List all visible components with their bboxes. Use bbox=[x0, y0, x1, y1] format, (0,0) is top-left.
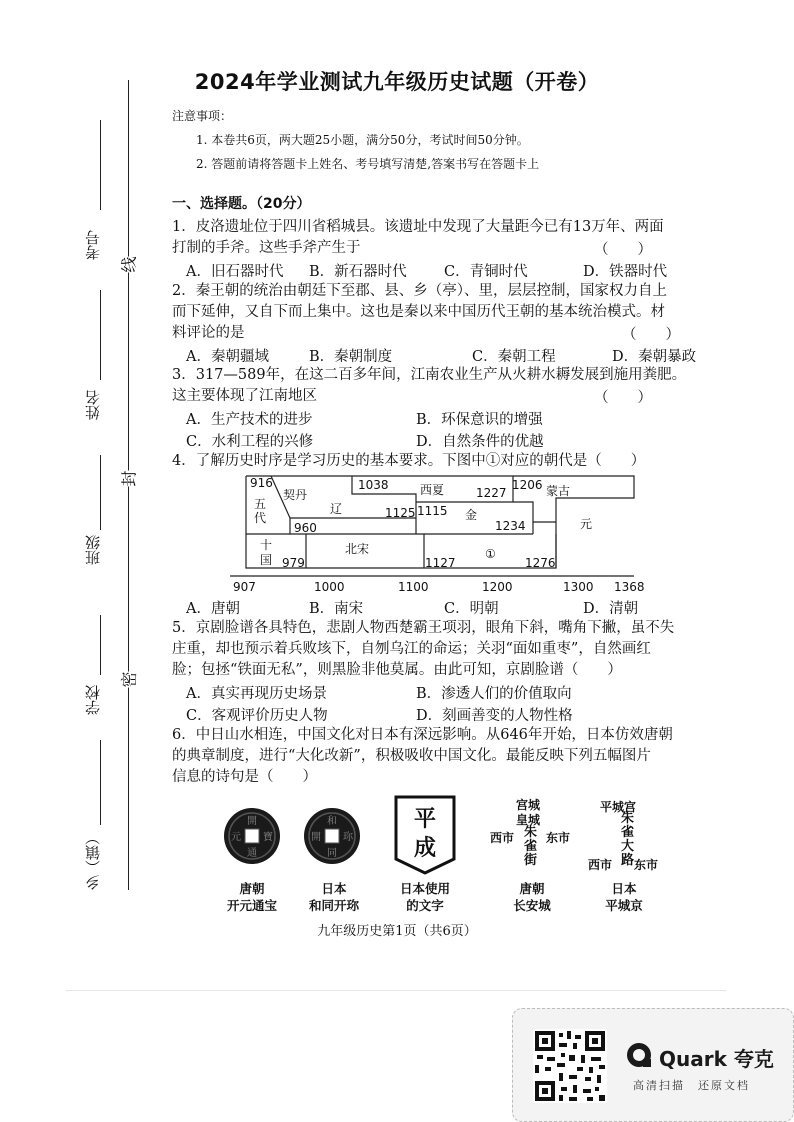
question-1-line-2: 打制的手斧。这些手斧产生于 bbox=[172, 240, 361, 256]
question-5-line-3: 脸；包拯“铁面无私”，则黑脸非他莫属。由此可知，京剧脸谱（ ） bbox=[172, 662, 622, 678]
q4-option-c: C．明朝 bbox=[444, 601, 499, 617]
tl-year-1127: 1127 bbox=[425, 556, 456, 570]
tl-year-1115: 1115 bbox=[417, 504, 448, 518]
quark-watermark-panel bbox=[512, 1008, 794, 1122]
town-label: 乡（镇） bbox=[84, 830, 102, 890]
svg-text:開: 開 bbox=[247, 816, 257, 827]
answer-paren-1: （ ） bbox=[594, 242, 652, 258]
question-3-line-2: 这主要体现了江南地区 bbox=[172, 388, 317, 404]
svg-text:寶: 寶 bbox=[263, 832, 273, 843]
q1-option-c: C．青铜时代 bbox=[444, 264, 528, 280]
class-line bbox=[100, 455, 101, 530]
page-bottom-divider bbox=[66, 990, 726, 991]
qr-code-image bbox=[533, 1029, 607, 1103]
q3-option-b: B．环保意识的增强 bbox=[416, 412, 543, 428]
q2-option-c: C．秦朝工程 bbox=[472, 349, 556, 365]
q1-option-a: A．旧石器时代 bbox=[186, 264, 284, 280]
wadokaichin-coin-image bbox=[302, 802, 362, 870]
heisei-script-card-image bbox=[394, 795, 456, 875]
notice-item-1: 1. 本卷共6页，两大题25小题，满分50分，考试时间50分钟。 bbox=[196, 133, 529, 147]
svg-text:元: 元 bbox=[231, 832, 241, 843]
tl-jin: 金 bbox=[465, 508, 478, 522]
q1-option-b: B．新石器时代 bbox=[309, 264, 407, 280]
answer-paren-2: （ ） bbox=[622, 327, 680, 343]
tl-axis-1100: 1100 bbox=[398, 580, 429, 594]
notice-heading: 注意事项： bbox=[172, 109, 233, 123]
question-5-line-1: 5．京剧脸谱各具特色，悲剧人物西楚霸王项羽，眼角下斜，嘴角下撇，虽不失 bbox=[172, 620, 675, 636]
heijokyo-city-plan: 平城宫 朱雀大路 西市 东市 bbox=[588, 800, 659, 872]
tl-shiguo-1: 十 bbox=[260, 538, 273, 552]
quark-brand-text: Quark 夸克 bbox=[659, 1047, 774, 1071]
tl-axis-907: 907 bbox=[233, 580, 256, 594]
section-heading: 一、选择题。（20分） bbox=[172, 196, 311, 212]
page-footer: 九年级历史第1页（共6页） bbox=[317, 924, 477, 939]
seal-word-line: 线 bbox=[117, 256, 140, 272]
caption-heijokyo: 日本 平城京 bbox=[605, 881, 643, 913]
question-2-line-2: 而下延伸，又自下而上集中。这也是秦以来中国历代王朝的基本统治模式。材 bbox=[172, 304, 665, 320]
q2-option-b: B．秦朝制度 bbox=[309, 349, 393, 365]
tl-axis-1368: 1368 bbox=[614, 580, 645, 594]
page-title: 2024年学业测试九年级历史试题（开卷） bbox=[194, 70, 600, 94]
tl-beisong: 北宋 bbox=[345, 542, 370, 556]
tl-year-960: 960 bbox=[294, 521, 317, 535]
tl-mongol: 蒙古 bbox=[546, 484, 571, 498]
tl-wudai-2: 代 bbox=[254, 511, 267, 525]
q5-option-d: D．刻画善变的人物性格 bbox=[416, 708, 573, 724]
school-line bbox=[100, 615, 101, 675]
tl-wudai-1: 五 bbox=[254, 497, 267, 511]
tl-axis-1200: 1200 bbox=[482, 580, 513, 594]
svg-text:平: 平 bbox=[413, 806, 437, 832]
question-2-line-3: 料评论的是 bbox=[172, 325, 245, 341]
tl-shiguo-2: 国 bbox=[260, 553, 273, 567]
quark-logo-icon bbox=[625, 1041, 655, 1071]
q3-option-c: C．水利工程的兴修 bbox=[186, 434, 314, 450]
tl-circle-1: ① bbox=[485, 547, 496, 561]
svg-text:開: 開 bbox=[311, 832, 321, 843]
svg-text:和: 和 bbox=[327, 816, 337, 827]
seal-word-secret: 密 bbox=[117, 671, 140, 687]
q1-option-d: D．铁器时代 bbox=[583, 264, 668, 280]
tl-year-1227: 1227 bbox=[476, 486, 507, 500]
exam-number-line bbox=[100, 120, 101, 210]
tl-year-1276: 1276 bbox=[525, 556, 556, 570]
class-label: 班级 bbox=[84, 535, 102, 565]
q2-option-d: D．秦朝暴政 bbox=[612, 349, 697, 365]
name-line bbox=[100, 290, 101, 380]
tl-khitan: 契丹 bbox=[283, 488, 308, 502]
q4-option-d: D．清朝 bbox=[583, 601, 639, 617]
tl-xixia: 西夏 bbox=[420, 483, 445, 497]
q4-option-a: A．唐朝 bbox=[186, 601, 240, 617]
svg-text:成: 成 bbox=[413, 835, 437, 861]
question-1-line-1: 1．皮洛遗址位于四川省稻城县。该遗址中发现了大量距今已有13万年、两面 bbox=[172, 219, 664, 235]
question-6-line-3: 信息的诗句是（ ） bbox=[172, 769, 317, 785]
tl-year-979: 979 bbox=[282, 556, 305, 570]
q2-option-a: A．秦朝疆域 bbox=[186, 349, 269, 365]
question-6-line-1: 6．中日山水相连，中国文化对日本有深远影响。从646年开始，日本仿效唐朝 bbox=[172, 727, 673, 743]
answer-paren-3: （ ） bbox=[594, 390, 652, 406]
kaiyuan-coin-image bbox=[222, 802, 282, 870]
tl-year-1038: 1038 bbox=[358, 478, 389, 492]
tl-liao: 辽 bbox=[330, 502, 343, 516]
question-3-line-1: 3．317—589年，在这二百多年间，江南农业生产从火耕水耨发展到施用粪肥。 bbox=[172, 367, 687, 383]
question-5-line-2: 庄重，却也预示着兵败垓下，自刎乌江的命运；关羽“面如重枣”，自然画红 bbox=[172, 641, 651, 657]
quark-slogan: 高清扫描 还原文档 bbox=[633, 1079, 750, 1092]
notice-item-2: 2. 答题前请将答题卡上姓名、考号填写清楚,答案书写在答题卡上 bbox=[196, 157, 540, 171]
caption-changan: 唐朝 长安城 bbox=[513, 881, 551, 913]
q5-option-c: C．客观评价历史人物 bbox=[186, 708, 328, 724]
svg-text:珎: 珎 bbox=[343, 832, 353, 843]
tl-axis-1000: 1000 bbox=[314, 580, 345, 594]
school-label: 学校 bbox=[84, 685, 102, 715]
tl-yuan: 元 bbox=[580, 517, 593, 531]
seal-word-seal: 封 bbox=[117, 470, 140, 486]
tl-axis-1300: 1300 bbox=[563, 580, 594, 594]
tl-year-1125: 1125 bbox=[385, 506, 416, 520]
svg-text:同: 同 bbox=[327, 848, 337, 859]
changan-city-plan: 宫城 皇城 西市 东市 朱雀街 bbox=[490, 798, 571, 868]
question-2-line-1: 2．秦王朝的统治由朝廷下至郡、县、乡（亭）、里，层层控制，国家权力自上 bbox=[172, 283, 667, 299]
question-6-line-2: 的典章制度，进行“大化改新”，积极吸收中国文化。最能反映下列五幅图片 bbox=[172, 748, 651, 764]
q4-option-b: B．南宋 bbox=[309, 601, 364, 617]
tl-year-1206: 1206 bbox=[512, 478, 543, 492]
caption-kaiyuan: 唐朝 开元通宝 bbox=[226, 881, 277, 913]
q3-option-a: A．生产技术的进步 bbox=[186, 412, 313, 428]
dynasty-timeline-diagram bbox=[230, 472, 650, 598]
svg-text:通: 通 bbox=[247, 848, 257, 859]
name-label: 姓名 bbox=[84, 390, 102, 420]
tl-year-1234: 1234 bbox=[495, 519, 526, 533]
q5-option-b: B．渗透人们的价值取向 bbox=[416, 686, 572, 702]
q3-option-d: D．自然条件的优越 bbox=[416, 434, 544, 450]
caption-japanese-script: 日本使用 的文字 bbox=[399, 881, 450, 913]
question-4-line-1: 4．了解历史时序是学习历史的基本要求。下图中①对应的朝代是（ ） bbox=[172, 453, 646, 469]
exam-number-label: 考号 bbox=[84, 230, 102, 260]
town-line bbox=[100, 740, 101, 825]
q5-option-a: A．真实再现历史场景 bbox=[186, 686, 327, 702]
caption-wadokaichin: 日本 和同开珎 bbox=[308, 881, 359, 913]
tl-year-916: 916 bbox=[250, 476, 273, 490]
